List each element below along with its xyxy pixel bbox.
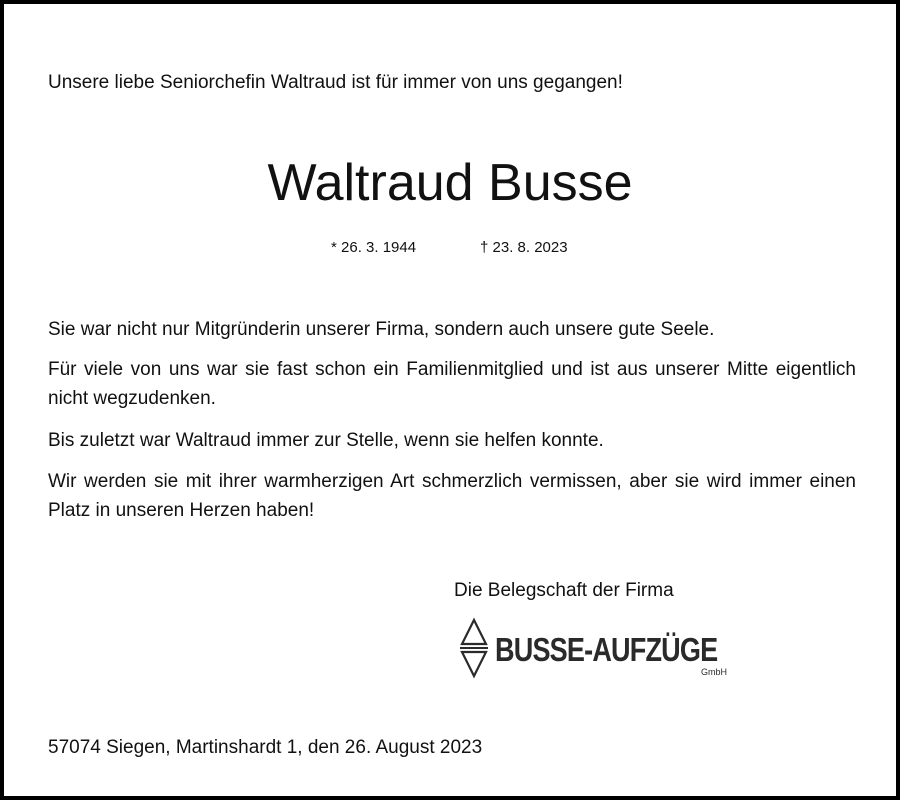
intro-line: Unsere liebe Seniorchefin Waltraud ist für immer von uns gegangen! <box>48 72 623 93</box>
deceased-name: Waltraud Busse <box>267 154 633 212</box>
elevator-up-down-arrows-icon <box>459 617 489 681</box>
birth-date: * 26. 3. 1944 <box>331 239 417 256</box>
paragraph: Für viele von uns war sie fast schon ein Familienmitglied und ist aus unserer Mitte eigentlich nicht wegzudenken. <box>48 359 856 409</box>
signature-line: Die Belegschaft der Firma <box>454 580 674 601</box>
paragraph: Wir werden sie mit ihrer warmherzigen Art schmerzlich vermissen, aber sie wird immer einen Platz in unseren Herzen haben! <box>48 471 856 521</box>
footer-address-date: 57074 Siegen, Martinshardt 1, den 26. August 2023 <box>48 737 483 758</box>
logo-wordmark: BUSSE-AUFZÜGE <box>495 631 718 668</box>
paragraph: Sie war nicht nur Mitgründerin unserer Firma, sondern auch unsere gute Seele. <box>48 319 715 340</box>
logo-suffix: GmbH <box>701 667 728 677</box>
company-logo <box>459 617 744 682</box>
death-date: † 23. 8. 2023 <box>480 239 568 256</box>
paragraph: Bis zuletzt war Waltraud immer zur Stelle, wenn sie helfen konnte. <box>48 430 604 451</box>
